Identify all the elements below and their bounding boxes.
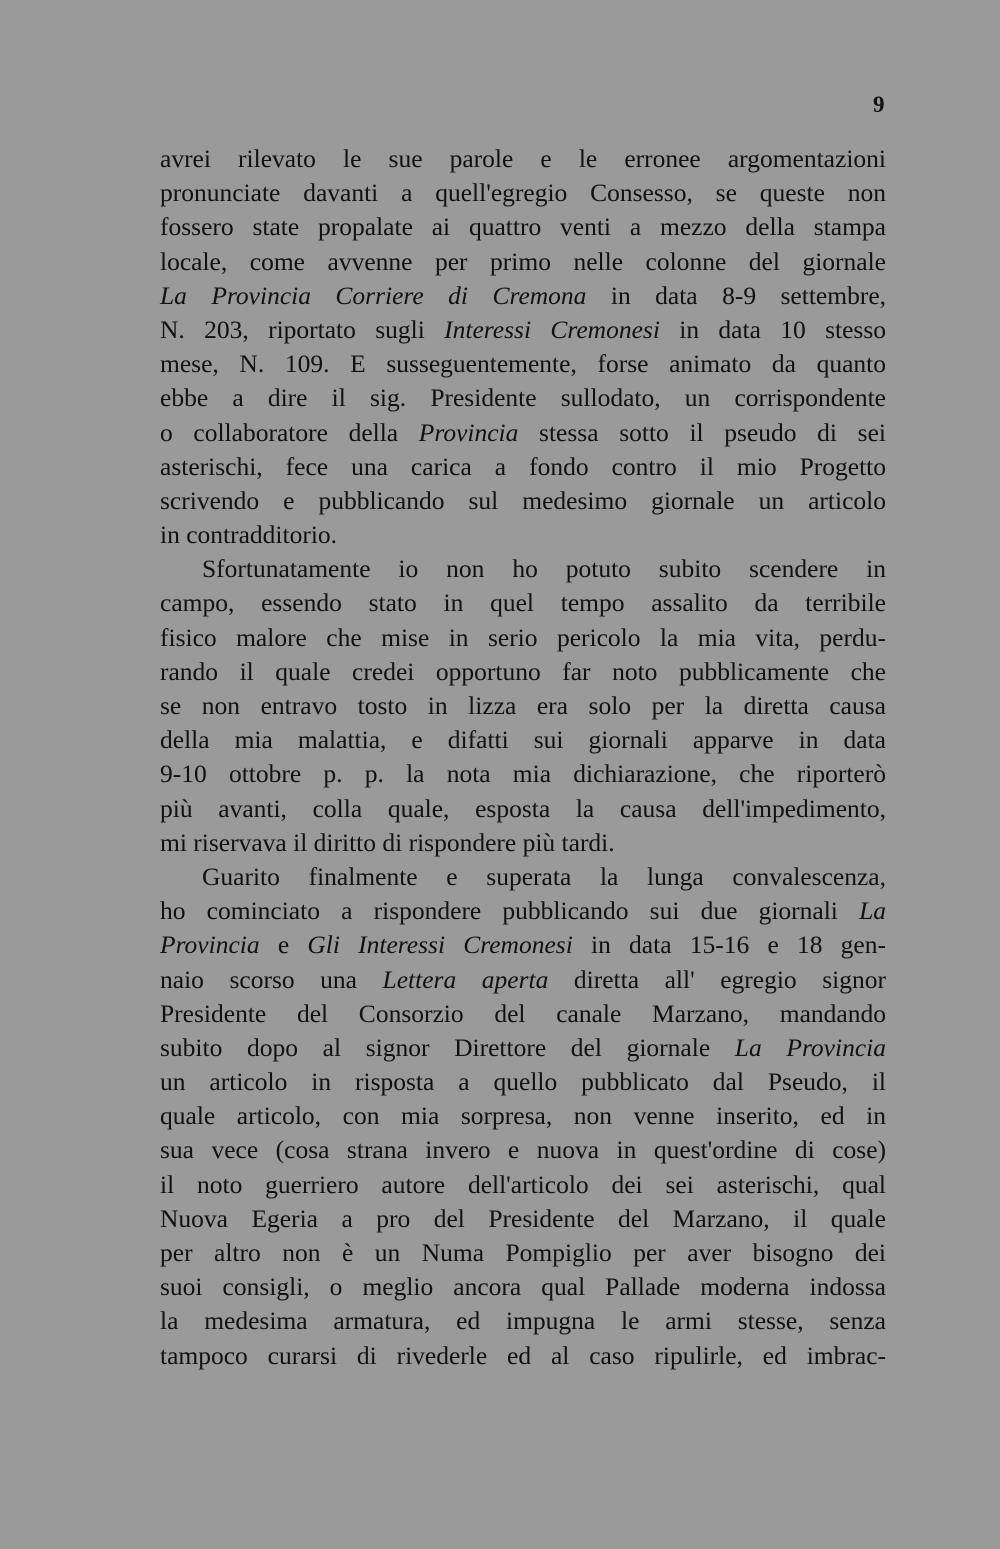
text-segment: Nuova Egeria a pro del Presidente del Marzano, il quale xyxy=(160,1203,886,1233)
text-line xyxy=(160,1270,886,1304)
text-segment: mese, N. 109. E susseguentemente, forse animato da quanto xyxy=(160,349,886,379)
italic-text-segment: Provincia xyxy=(418,417,519,447)
text-segment: campo, essendo stato in quel tempo assalito da terribile xyxy=(160,588,886,618)
text-segment: e xyxy=(259,930,308,960)
text-segment: scrivendo e pubblicando sul medesimo giornale un articolo xyxy=(160,485,886,515)
text-line xyxy=(160,894,886,928)
italic-text-segment: La Provincia Corriere di Cremona xyxy=(160,280,587,310)
text-line xyxy=(160,279,886,313)
text-line xyxy=(160,1133,886,1167)
text-line xyxy=(160,552,886,586)
text-segment: mi riservava il diritto di rispondere più tardi. xyxy=(160,827,615,857)
text-line xyxy=(160,245,886,279)
text-segment: asterischi, fece una carica a fondo contro il mio Progetto xyxy=(160,451,886,481)
text-segment: N. 203, riportato sugli xyxy=(160,314,445,344)
text-segment: subito dopo al signor Direttore del giornale xyxy=(160,1032,735,1062)
text-segment: se non entravo tosto in lizza era solo per la diretta causa xyxy=(160,691,886,720)
text-line xyxy=(160,1099,886,1133)
text-segment: quale articolo, con mia sorpresa, non venne inserito, ed in xyxy=(160,1101,886,1131)
text-segment: Presidente del Consorzio del canale Marzano, mandando xyxy=(160,998,886,1028)
italic-text-segment: Gli Interessi Cremonesi xyxy=(307,930,573,960)
text-segment: fisico malore che mise in serio pericolo la mia vita, perdu- xyxy=(160,622,886,652)
text-line xyxy=(160,826,886,860)
text-segment: in data 8-9 settembre, xyxy=(586,280,887,310)
text-line xyxy=(160,416,886,450)
text-segment: in data 15-16 e 18 gen- xyxy=(572,930,886,960)
italic-text-segment: Provincia xyxy=(160,930,260,960)
text-line xyxy=(160,997,886,1031)
italic-text-segment: La xyxy=(859,896,886,926)
text-segment: naio scorso una xyxy=(160,964,383,994)
italic-text-segment: La Provincia xyxy=(734,1032,886,1062)
italic-text-segment: Interessi Cremonesi xyxy=(444,314,660,344)
text-segment: 9-10 ottobre p. p. la nota mia dichiarazione, che riporterò xyxy=(160,759,886,789)
text-segment: più avanti, colla quale, esposta la causa dell'impedimento, xyxy=(160,793,886,823)
text-line xyxy=(160,313,886,347)
text-segment: rando il quale credei opportuno far noto pubblicamente che xyxy=(160,656,886,686)
text-segment: in contradditorio. xyxy=(160,520,338,550)
text-line xyxy=(160,176,886,210)
text-line xyxy=(160,586,886,620)
text-segment: diretta all' egregio signor xyxy=(548,964,886,994)
text-line xyxy=(160,655,886,689)
text-line xyxy=(160,1168,886,1202)
text-line xyxy=(160,1304,886,1338)
page-number: 9 xyxy=(873,92,885,117)
body-text xyxy=(160,142,886,1373)
text-line xyxy=(160,347,886,381)
text-segment: della mia malattia, e difatti sui giornali apparve in data xyxy=(160,725,886,755)
text-segment: o collaboratore della xyxy=(160,417,419,447)
text-line xyxy=(160,1202,886,1236)
text-line xyxy=(160,210,886,244)
text-segment: Guarito finalmente e superata la lunga convalescenza, xyxy=(202,861,886,891)
italic-text-segment: Lettera aperta xyxy=(382,964,549,994)
text-segment: tampoco curarsi di rivederle ed al caso ripulirle, ed imbrac- xyxy=(160,1340,886,1370)
text-line xyxy=(160,1236,886,1270)
text-line xyxy=(160,518,886,552)
text-segment: il noto guerriero autore dell'articolo dei sei asterischi, qual xyxy=(160,1169,886,1199)
text-line xyxy=(160,963,886,997)
text-line xyxy=(160,381,886,415)
text-segment: in data 10 stesso xyxy=(659,314,886,344)
text-line xyxy=(160,1065,886,1099)
text-line xyxy=(160,1031,886,1065)
text-line xyxy=(160,142,886,176)
text-segment: suoi consigli, o meglio ancora qual Pallade moderna indossa xyxy=(160,1272,886,1302)
text-segment: per altro non è un Numa Pompiglio per aver bisogno dei xyxy=(160,1238,886,1267)
text-segment: stessa sotto il pseudo di sei xyxy=(518,417,886,447)
text-segment: un articolo in risposta a quello pubblicato dal Pseudo, il xyxy=(160,1067,886,1097)
text-line xyxy=(160,792,886,826)
text-segment: la medesima armatura, ed impugna le armi stesse, senza xyxy=(160,1306,886,1336)
text-segment: ebbe a dire il sig. Presidente sullodato, un corrispondente xyxy=(160,383,886,413)
text-line xyxy=(160,450,886,484)
text-line xyxy=(160,689,886,723)
text-segment: Sfortunatamente io non ho potuto subito scendere in xyxy=(202,554,886,584)
text-segment: sua vece (cosa strana invero e nuova in quest'ordine di cose) xyxy=(160,1135,886,1165)
text-segment: avrei rilevato le sue parole e le erronee argomentazioni xyxy=(160,144,886,173)
text-segment: fossero state propalate ai quattro venti a mezzo della stampa xyxy=(160,212,886,242)
text-segment: locale, come avvenne per primo nelle colonne del giornale xyxy=(160,246,886,276)
text-segment: ho cominciato a rispondere pubblicando sui due giornali xyxy=(160,896,860,926)
text-segment: pronunciate davanti a quell'egregio Consesso, se queste non xyxy=(160,178,886,208)
text-line xyxy=(160,723,886,757)
text-line xyxy=(160,621,886,655)
text-line xyxy=(160,928,886,962)
text-line xyxy=(160,1339,886,1373)
text-line xyxy=(160,860,886,894)
text-line xyxy=(160,484,886,518)
text-line xyxy=(160,757,886,791)
